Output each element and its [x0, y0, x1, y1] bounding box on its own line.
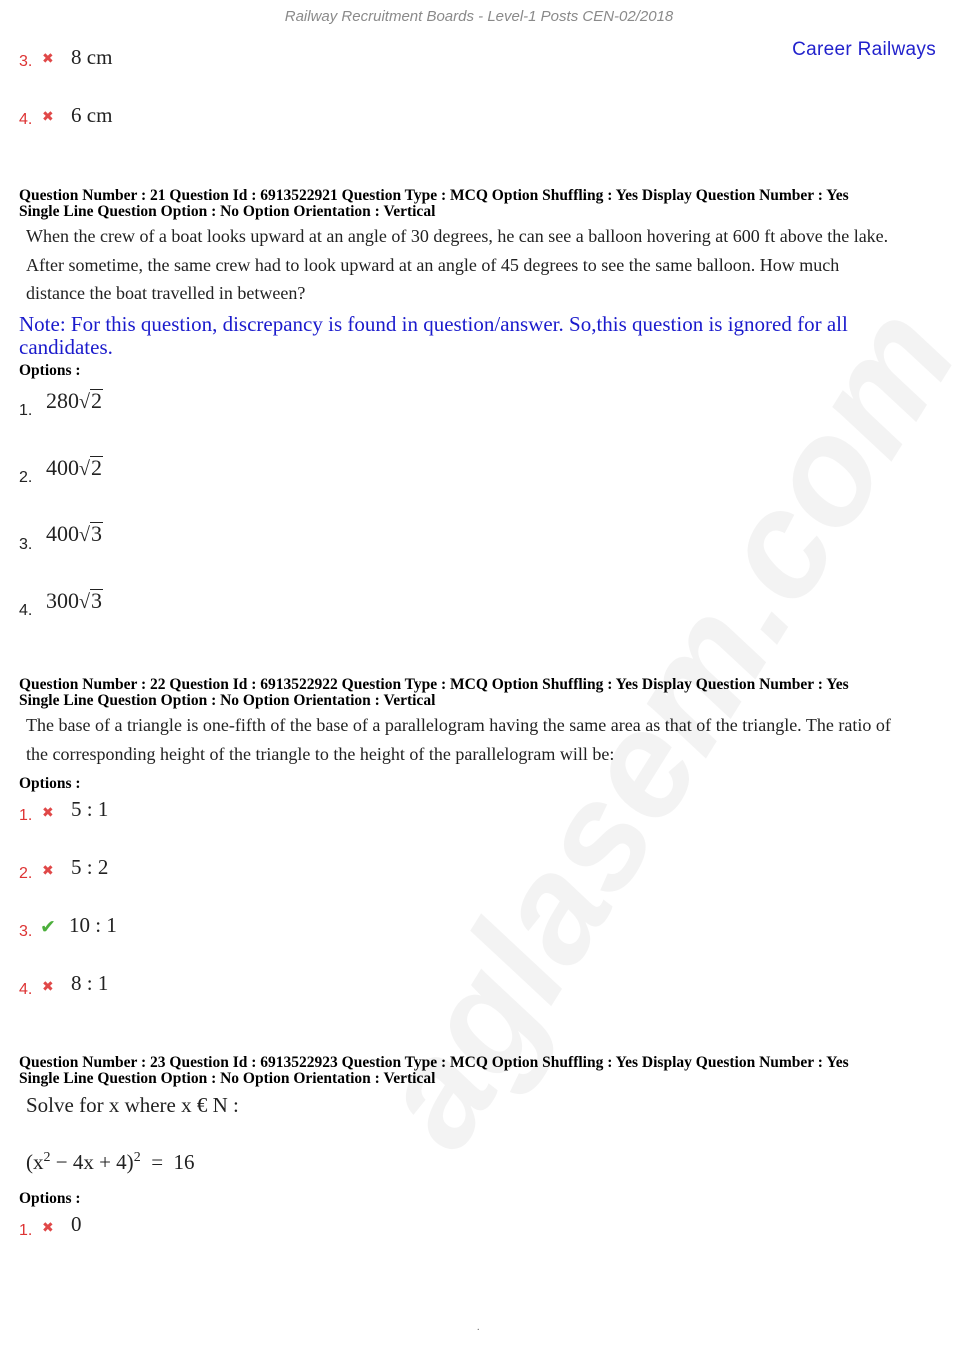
question-text-line: After sometime, the same crew had to look upward at an angle of 45 degrees to see the same balloon. How much: [26, 254, 840, 275]
option-number: 4.: [19, 981, 33, 998]
question-meta: [19, 677, 939, 709]
equation-part: − 4x + 4): [50, 1150, 134, 1174]
surd-coefficient: 400: [46, 455, 79, 480]
brand-label: Career Railways: [792, 39, 936, 60]
option-math: [46, 455, 103, 481]
option-number: 1.: [19, 1222, 33, 1239]
option-text: 5 : 2: [71, 855, 109, 879]
equation-part: (x: [26, 1150, 44, 1174]
question-text-line: the corresponding height of the triangle to the height of the parallelogram will be:: [26, 743, 615, 764]
page-header: Railway Recruitment Boards - Level-1 Posts CEN-02/2018: [284, 8, 674, 25]
question-text-line: When the crew of a boat looks upward at an angle of 30 degrees, he can see a balloon hovering at 600 ft above the lake.: [26, 226, 889, 246]
option-text: 5 : 1: [71, 797, 109, 821]
question-meta-line: Single Line Question Option : No Option Orientation : Vertical: [19, 1070, 436, 1087]
surd-radicand: 3: [90, 521, 102, 546]
option-math: [46, 521, 103, 547]
option-number: 3.: [19, 923, 33, 940]
surd-radicand: 2: [90, 388, 102, 413]
option-number: 3.: [19, 53, 33, 70]
exponent: 2: [43, 1150, 51, 1165]
option-text: 6 cm: [71, 103, 113, 127]
equation: [26, 1150, 195, 1175]
surd-coefficient: 400: [46, 521, 79, 546]
option-text: 0: [71, 1212, 82, 1236]
option-number: 4.: [19, 602, 33, 619]
option-number: 4.: [19, 111, 33, 128]
radical-sign: √: [79, 524, 90, 546]
check-icon: ✔: [40, 916, 56, 938]
surd-coefficient: 280: [46, 388, 79, 413]
question-meta-line: Single Line Question Option : No Option Orientation : Vertical: [19, 692, 436, 709]
question-meta-line: Question Number : 21 Question Id : 6913522921 Question Type : MCQ Option Shuffling : Yes Display Question Number : Yes: [19, 187, 849, 204]
page-footer-mark: .: [477, 1322, 480, 1333]
options-label: Options :: [19, 1190, 81, 1207]
question-text: [26, 711, 946, 768]
question-meta-line: Single Line Question Option : No Option Orientation : Vertical: [19, 203, 436, 220]
exponent: 2: [133, 1150, 141, 1165]
question-text: Solve for x where x € N :: [26, 1093, 239, 1117]
question-text: [26, 222, 946, 308]
question-meta-line: Question Number : 22 Question Id : 6913522922 Question Type : MCQ Option Shuffling : Yes Display Question Number : Yes: [19, 676, 849, 693]
cross-icon: ✖: [42, 51, 54, 67]
surd-coefficient: 300: [46, 588, 79, 613]
cross-icon: ✖: [42, 1220, 54, 1236]
options-label: Options :: [19, 362, 81, 379]
surd-radicand: 3: [90, 588, 102, 613]
cross-icon: ✖: [42, 109, 54, 125]
question-meta: [19, 1055, 939, 1087]
discrepancy-note: Note: For this question, discrepancy is found in question/answer. So,this question is ignored for all candidates.: [19, 312, 848, 359]
radical-sign: √: [79, 391, 90, 413]
cross-icon: ✖: [42, 979, 54, 995]
radical-sign: √: [79, 591, 90, 613]
question-meta-line: Question Number : 23 Question Id : 6913522923 Question Type : MCQ Option Shuffling : Yes Display Question Number : Yes: [19, 1054, 849, 1071]
option-number: 3.: [19, 536, 33, 553]
option-text: 10 : 1: [69, 913, 117, 937]
question-text-line: The base of a triangle is one-fifth of the base of a parallelogram having the same area as that of the triangle. The ratio of: [26, 715, 891, 735]
options-label: Options :: [19, 775, 81, 792]
option-math: [46, 388, 103, 414]
radical-sign: √: [79, 458, 90, 480]
question-text-line: distance the boat travelled in between?: [26, 283, 306, 303]
option-text: 8 cm: [71, 45, 113, 69]
option-number: 2.: [19, 469, 33, 486]
option-number: 1.: [19, 402, 33, 419]
surd-radicand: 2: [90, 455, 102, 480]
option-text: 8 : 1: [71, 971, 109, 995]
cross-icon: ✖: [42, 805, 54, 821]
cross-icon: ✖: [42, 863, 54, 879]
option-number: 2.: [19, 865, 33, 882]
option-math: [46, 588, 103, 614]
question-meta: [19, 188, 939, 220]
equation-part: = 16: [140, 1150, 195, 1174]
option-number: 1.: [19, 807, 33, 824]
